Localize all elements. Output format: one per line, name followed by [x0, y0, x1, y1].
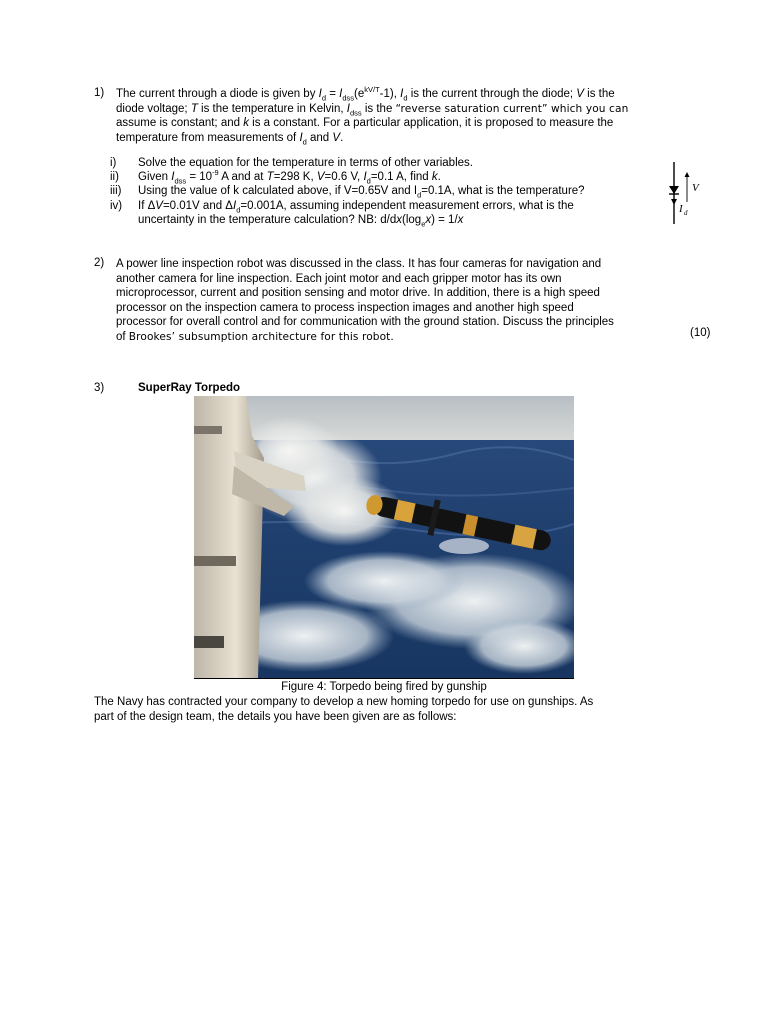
q2-line-last: of Brookes’ subsumption architecture for this robot.: [116, 330, 394, 343]
q1-line-1: The current through a diode is given by $I_d = I_{dss}(e^{kV/T}-1)$, $I_d$ is the current through the diode; V is the: [116, 85, 615, 103]
diode-diagram: [664, 160, 704, 226]
question-1-text: [116, 87, 674, 145]
q2-line: processor for overall control and for communication with the ground station. Discuss the principles: [116, 316, 614, 329]
torpedo-photo: [194, 396, 574, 678]
figure-caption: Figure 4: Torpedo being fired by gunship: [281, 681, 487, 693]
q3-line-2: part of the design team, the details you have been given are as follows:: [94, 710, 457, 723]
current-arrow: [671, 199, 677, 205]
question-2-marks: (10): [690, 327, 711, 339]
q2-line: processor on the inspection camera to process inspection images and another high speed: [116, 301, 574, 314]
q1-line-3: assume is constant; and k is a constant. For a particular application, it is proposed to measure the: [116, 117, 614, 130]
voltage-label: V: [692, 182, 699, 194]
photo-underline: [194, 678, 574, 679]
q1-sub-iv: iv) If ΔV=0.01V and $\Delta I_d=0.001A$, assuming independent measurement errors, what is the uncertainty in the temperature calculation? NB: $d/dx(\log_ex) = 1/x$: [110, 200, 574, 228]
q1-sub-i: i) Solve the equation for the temperature in terms of other variables.: [110, 157, 473, 169]
q3-line-1: The Navy has contracted your company to develop a new homing torpedo for use on gunships. As: [94, 696, 594, 708]
question-3-title: SuperRay Torpedo: [138, 382, 241, 394]
current-label: I: [679, 203, 683, 215]
diode-symbol: [669, 186, 679, 194]
question-2-text: [116, 257, 674, 345]
question-3-text: [94, 695, 674, 724]
q1-line-4: temperature from measurements of $I_d$ and V.: [116, 131, 344, 147]
question-3-number: 3): [94, 382, 105, 394]
q2-line: microprocessor, current and position sensing and motor drive. In addition, there is a high speed: [116, 287, 600, 300]
q2-line: another camera for line inspection. Each joint motor and each gripper motor has its own: [116, 272, 562, 285]
current-label-sub: d: [684, 209, 688, 217]
q2-line: A power line inspection robot was discussed in the class. It has four cameras for navigation and: [116, 258, 602, 270]
q1-sub-iii: iii) Using the value of k calculated above, if V=0.65V and $I_d=0.1A$, what is the temperature?: [110, 185, 585, 200]
torpedo-photo-illustration: [194, 396, 574, 678]
question-2-number: 2): [94, 257, 105, 269]
question-1-number: 1): [94, 87, 105, 99]
q1-sub-ii: ii) Given $I_{dss} = 10^{-9}$ A and at T=298 K, V=0.6 V, $I_d=0.1$ A, find k.: [110, 168, 441, 186]
q1-line-2: diode voltage; T is the temperature in Kelvin, $I_{dss}$ is the “reverse saturation current” which you can: [116, 102, 629, 117]
